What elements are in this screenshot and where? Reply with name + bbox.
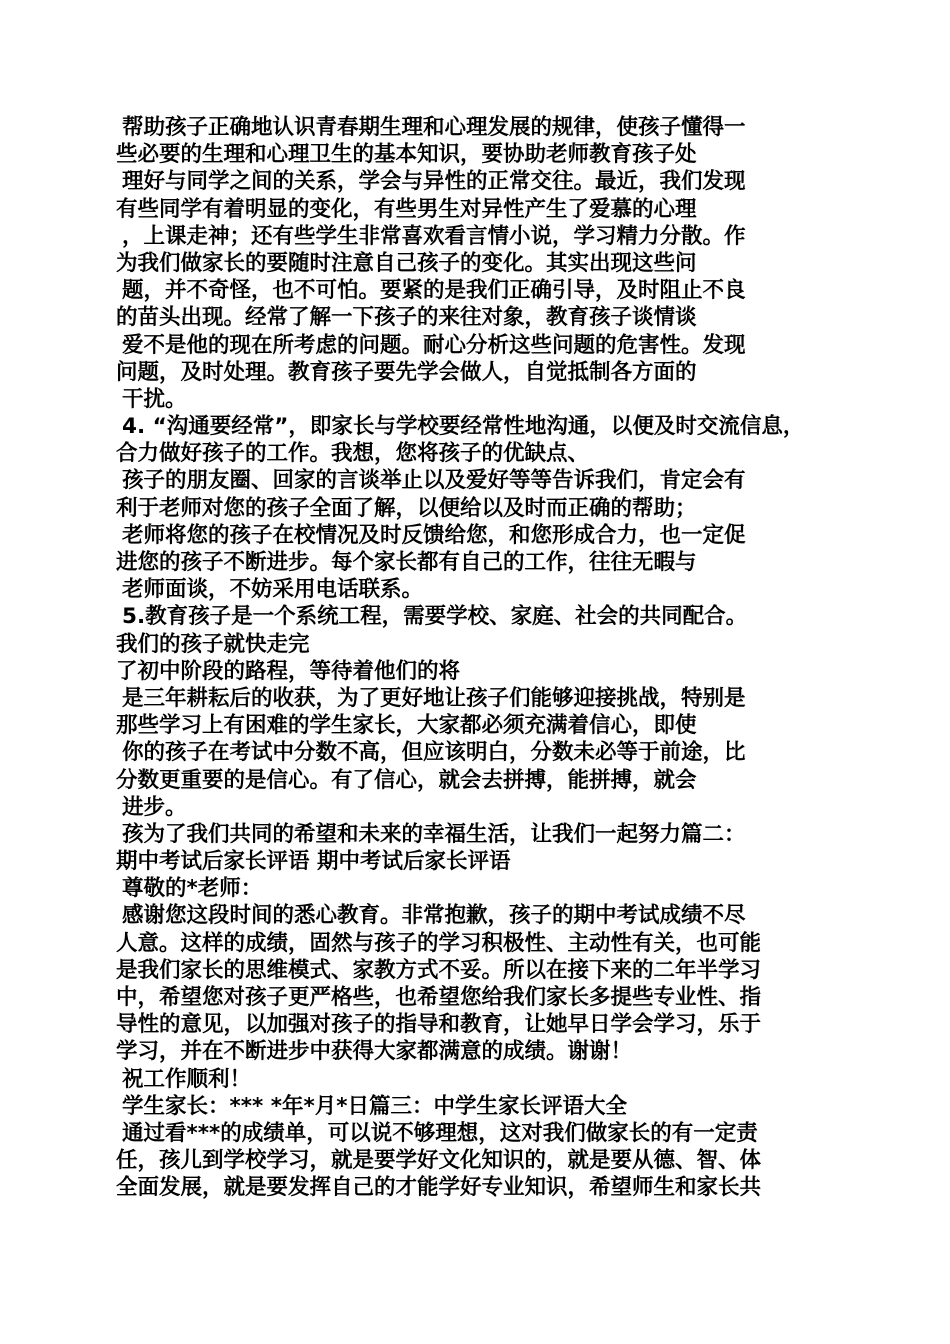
text-line: 进步。 xyxy=(122,794,187,820)
text-line: 5.教育孩子是一个系统工程，需要学校、家庭、社会的共同配合。 xyxy=(122,604,748,630)
text-line: 4. “沟通要经常”，即家长与学校要经常性地沟通，以便及时交流信息， xyxy=(122,414,805,440)
text-line: 是三年耕耘后的收获，为了更好地让孩子们能够迎接挑战，特别是 xyxy=(122,685,746,711)
text-line: 有些同学有着明显的变化，有些男生对异性产生了爱慕的心理 xyxy=(116,196,697,222)
text-line: 学生家长：*** *年*月*日篇三：中学生家长评语大全 xyxy=(122,1093,627,1119)
text-line: 老师面谈，不妨采用电话联系。 xyxy=(122,577,424,603)
text-line: 干扰。 xyxy=(122,386,187,412)
text-line: 分数更重要的是信心。有了信心，就会去拼搏，能拼搏，就会 xyxy=(116,767,697,793)
text-line: 老师将您的孩子在校情况及时反馈给您，和您形成合力，也一定促 xyxy=(122,522,746,548)
text-line: 利于老师对您的孩子全面了解，以便给以及时而正确的帮助； xyxy=(116,495,697,521)
text-line: 任，孩儿到学校学习，就是要学好文化知识的，就是要从德、智、体 xyxy=(116,1148,762,1174)
text-line: 那些学习上有困难的学生家长，大家都必须充满着信心，即使 xyxy=(116,713,697,739)
text-line: 导性的意见，以加强对孩子的指导和教育，让她早日学会学习，乐于 xyxy=(116,1012,762,1038)
text-line: 孩子的朋友圈、回家的言谈举止以及爱好等等告诉我们，肯定会有 xyxy=(122,468,746,494)
text-line: 是我们家长的思维模式、家教方式不妥。所以在接下来的二年半学习 xyxy=(116,957,762,983)
text-line: 我们的孩子就快走完 xyxy=(116,631,310,657)
text-line: 帮助孩子正确地认识青春期生理和心理发展的规律，使孩子懂得一 xyxy=(122,115,746,140)
text-line: 问题，及时处理。教育孩子要先学会做人，自觉抵制各方面的 xyxy=(116,359,697,385)
text-line: 感谢您这段时间的悉心教育。非常抱歉，孩子的期中考试成绩不尽 xyxy=(122,903,746,929)
text-line: 通过看***的成绩单，可以说不够理想，这对我们做家长的有一定责 xyxy=(122,1120,758,1146)
text-line: 进您的孩子不断进步。每个家长都有自己的工作，往往无暇与 xyxy=(116,550,697,575)
text-line: 人意。这样的成绩，固然与孩子的学习积极性、主动性有关，也可能 xyxy=(116,930,762,956)
text-line: 题，并不奇怪，也不可怕。要紧的是我们正确引导，及时阻止不良 xyxy=(122,278,746,304)
text-line: 为我们做家长的要随时注意自己孩子的变化。其实出现这些问 xyxy=(116,250,697,276)
text-line: 理好与同学之间的关系，学会与异性的正常交往。最近，我们发现 xyxy=(122,169,746,195)
text-line: 期中考试后家长评语 期中考试后家长评语 xyxy=(116,849,511,875)
document-body-text xyxy=(116,114,846,1202)
text-line: 全面发展，就是要发挥自己的才能学好专业知识，希望师生和家长共 xyxy=(116,1175,762,1201)
text-line: 些必要的生理和心理卫生的基本知识，要协助老师教育孩子处 xyxy=(116,142,697,168)
text-line: 祝工作顺利！ xyxy=(122,1066,252,1092)
text-line: 的苗头出现。经常了解一下孩子的来往对象，教育孩子谈情谈 xyxy=(116,305,697,331)
text-line: ，上课走神；还有些学生非常喜欢看言情小说，学习精力分散。作 xyxy=(122,223,746,249)
text-line: 学习，并在不断进步中获得大家都满意的成绩。谢谢！ xyxy=(116,1039,633,1065)
text-line: 爱不是他的现在所考虑的问题。耐心分析这些问题的危害性。发现 xyxy=(122,332,746,358)
text-line: 合力做好孩子的工作。我想，您将孩子的优缺点、 xyxy=(116,441,590,467)
text-line: 尊敬的*老师： xyxy=(122,876,263,902)
text-line: 了初中阶段的路程，等待着他们的将 xyxy=(116,658,461,684)
text-line: 孩为了我们共同的希望和未来的幸福生活，让我们一起努力篇二： xyxy=(122,821,746,847)
text-line: 你的孩子在考试中分数不高，但应该明白，分数未必等于前途，比 xyxy=(122,740,746,766)
text-line: 中，希望您对孩子更严格些，也希望您给我们家长多提些专业性、指 xyxy=(116,985,762,1010)
